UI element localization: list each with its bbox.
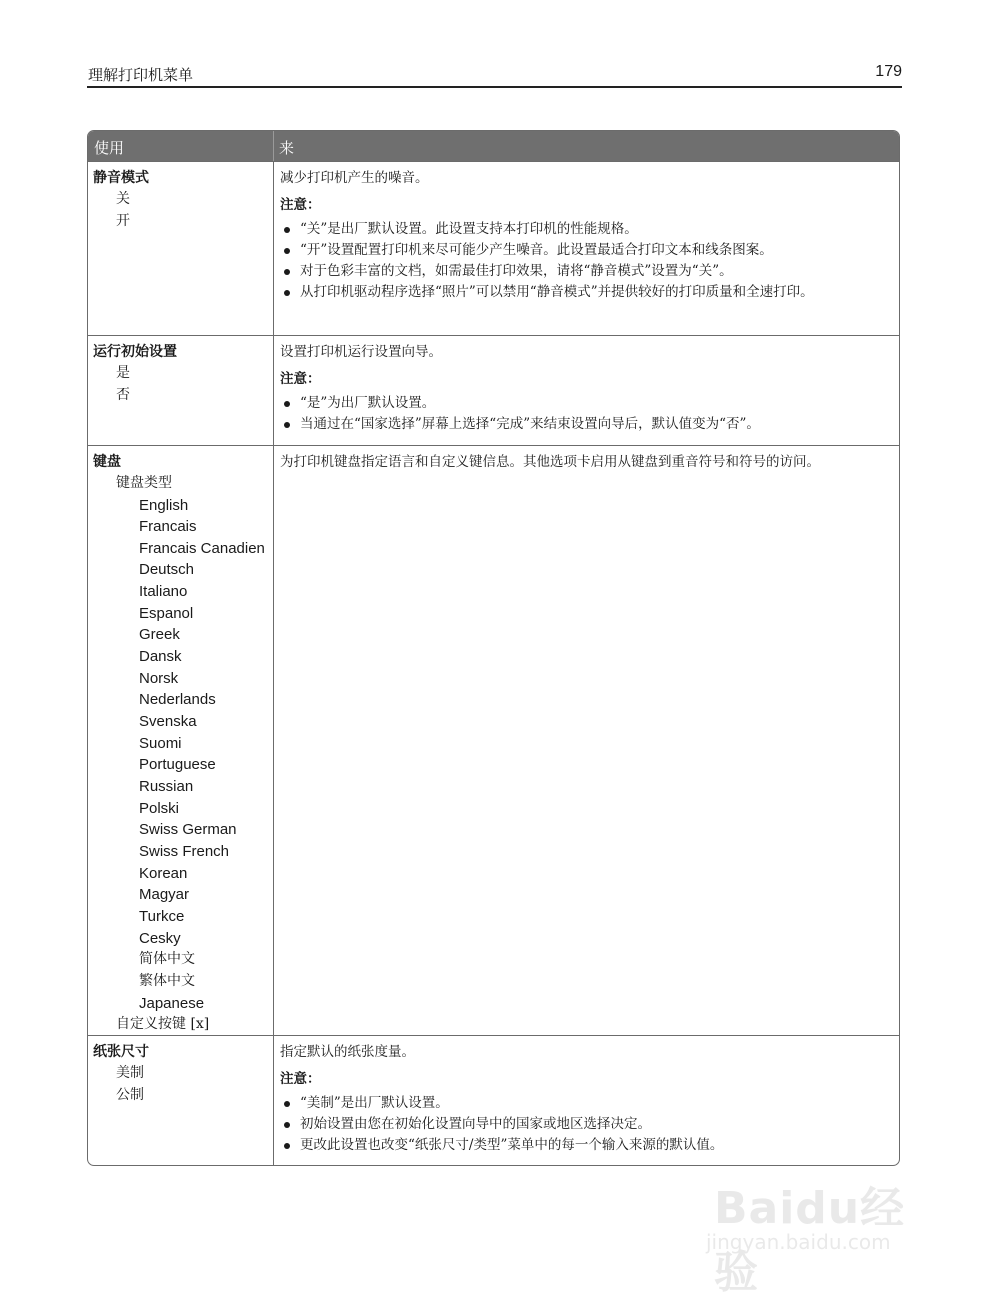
note-item: “美制”是出厂默认设置。 xyxy=(280,1095,896,1112)
note-label: 注意： xyxy=(280,371,321,387)
menu-option: 键盘类型 xyxy=(116,475,172,491)
keyboard-type-item: Swiss French xyxy=(139,843,230,860)
note-item: 当通过在“国家选择”屏幕上选择“完成”来结束设置向导后，默认值变为“否”。 xyxy=(280,416,896,433)
page-header xyxy=(87,62,902,88)
keyboard-type-list xyxy=(93,495,271,1015)
note-item: 更改此设置也改变“纸张尺寸/类型”菜单中的每一个输入来源的默认值。 xyxy=(280,1137,896,1154)
page-number: 179 xyxy=(875,63,902,80)
keyboard-type-item: Espanol xyxy=(139,604,194,622)
keyboard-type-item: Francais Canadien xyxy=(139,539,265,557)
menu-option: 是 xyxy=(116,365,130,381)
row-description xyxy=(280,168,896,305)
menu-table xyxy=(87,130,900,1166)
keyboard-type-item: Russian xyxy=(139,778,194,796)
section-title: 理解打印机菜单 xyxy=(88,66,194,84)
table-row xyxy=(88,445,899,1035)
menu-item-name: 静音模式 xyxy=(93,170,149,186)
keyboard-type-item: Turkce xyxy=(139,907,185,925)
keyboard-type-item: Polski xyxy=(139,799,180,817)
description-text: 减少打印机产生的噪音。 xyxy=(280,170,429,186)
keyboard-type-item: English xyxy=(139,496,189,514)
description-text: 为打印机键盘指定语言和自定义键信息。其他选项卡启用从键盘到重音符号和符号的访问。 xyxy=(280,454,820,470)
table-row xyxy=(88,1035,899,1166)
row-description xyxy=(280,342,896,437)
row-description xyxy=(280,452,896,479)
note-label: 注意： xyxy=(280,1071,321,1087)
keyboard-type-item: Japanese xyxy=(139,994,205,1012)
menu-option: 自定义按键 [x] xyxy=(116,1016,210,1033)
watermark-brand: Baidu经验 xyxy=(714,1183,906,1298)
keyboard-type-item: Norsk xyxy=(139,669,179,687)
keyboard-type-item: 繁体中文 xyxy=(139,972,195,989)
row-menu-item xyxy=(93,168,271,232)
note-item: 对于色彩丰富的文档，如需最佳打印效果，请将“静音模式”设置为“关”。 xyxy=(280,263,896,280)
keyboard-type-item: 简体中文 xyxy=(139,951,195,968)
row-menu-item xyxy=(93,342,271,406)
row-menu-item xyxy=(93,452,271,1036)
menu-option: 公制 xyxy=(116,1086,144,1103)
table-header xyxy=(88,131,899,161)
keyboard-type-item: Francais xyxy=(139,518,197,536)
menu-item-name: 纸张尺寸 xyxy=(93,1044,149,1060)
description-text: 指定默认的纸张度量。 xyxy=(280,1044,415,1060)
header-divider xyxy=(273,131,274,161)
description-text: 设置打印机运行设置向导。 xyxy=(280,344,442,360)
keyboard-type-item: Dansk xyxy=(139,648,182,666)
note-item: 初始设置由您在初始化设置向导中的国家或地区选择决定。 xyxy=(280,1116,896,1133)
note-item: “是”为出厂默认设置。 xyxy=(280,395,896,412)
baidu-watermark xyxy=(700,1152,940,1298)
keyboard-type-item: Greek xyxy=(139,626,180,644)
menu-item-name: 运行初始设置 xyxy=(93,344,177,360)
menu-option: 否 xyxy=(116,386,130,403)
row-menu-item xyxy=(93,1042,271,1106)
row-description xyxy=(280,1042,896,1158)
note-label: 注意： xyxy=(280,197,321,213)
keyboard-type-item: Korean xyxy=(139,864,188,882)
keyboard-type-item: Deutsch xyxy=(139,561,195,579)
keyboard-type-item: Magyar xyxy=(139,886,190,904)
keyboard-type-item: Svenska xyxy=(139,713,197,731)
menu-option: 美制 xyxy=(116,1065,144,1081)
header-to: 来 xyxy=(279,139,295,157)
table-row xyxy=(88,161,899,335)
keyboard-type-item: Suomi xyxy=(139,734,182,752)
keyboard-type-item: Portuguese xyxy=(139,756,216,774)
note-list xyxy=(280,1095,896,1154)
menu-item-name: 键盘 xyxy=(93,454,121,470)
keyboard-type-item: Cesky xyxy=(139,929,181,947)
menu-option: 开 xyxy=(116,212,130,229)
note-item: “开”设置配置打印机来尽可能少产生噪音。此设置最适合打印文本和线条图案。 xyxy=(280,242,896,259)
menu-option: 关 xyxy=(116,191,130,207)
watermark-url: jingyan.baidu.com xyxy=(706,1230,891,1254)
note-list xyxy=(280,221,896,301)
keyboard-type-item: Swiss German xyxy=(139,821,237,839)
note-list xyxy=(280,395,896,433)
keyboard-type-item: Italiano xyxy=(139,583,188,601)
table-row xyxy=(88,335,899,445)
header-use: 使用 xyxy=(94,139,125,157)
keyboard-type-item: Nederlands xyxy=(139,691,216,709)
note-item: “关”是出厂默认设置。此设置支持本打印机的性能规格。 xyxy=(280,221,896,238)
note-item: 从打印机驱动程序选择“照片”可以禁用“静音模式”并提供较好的打印质量和全速打印。 xyxy=(280,284,896,301)
